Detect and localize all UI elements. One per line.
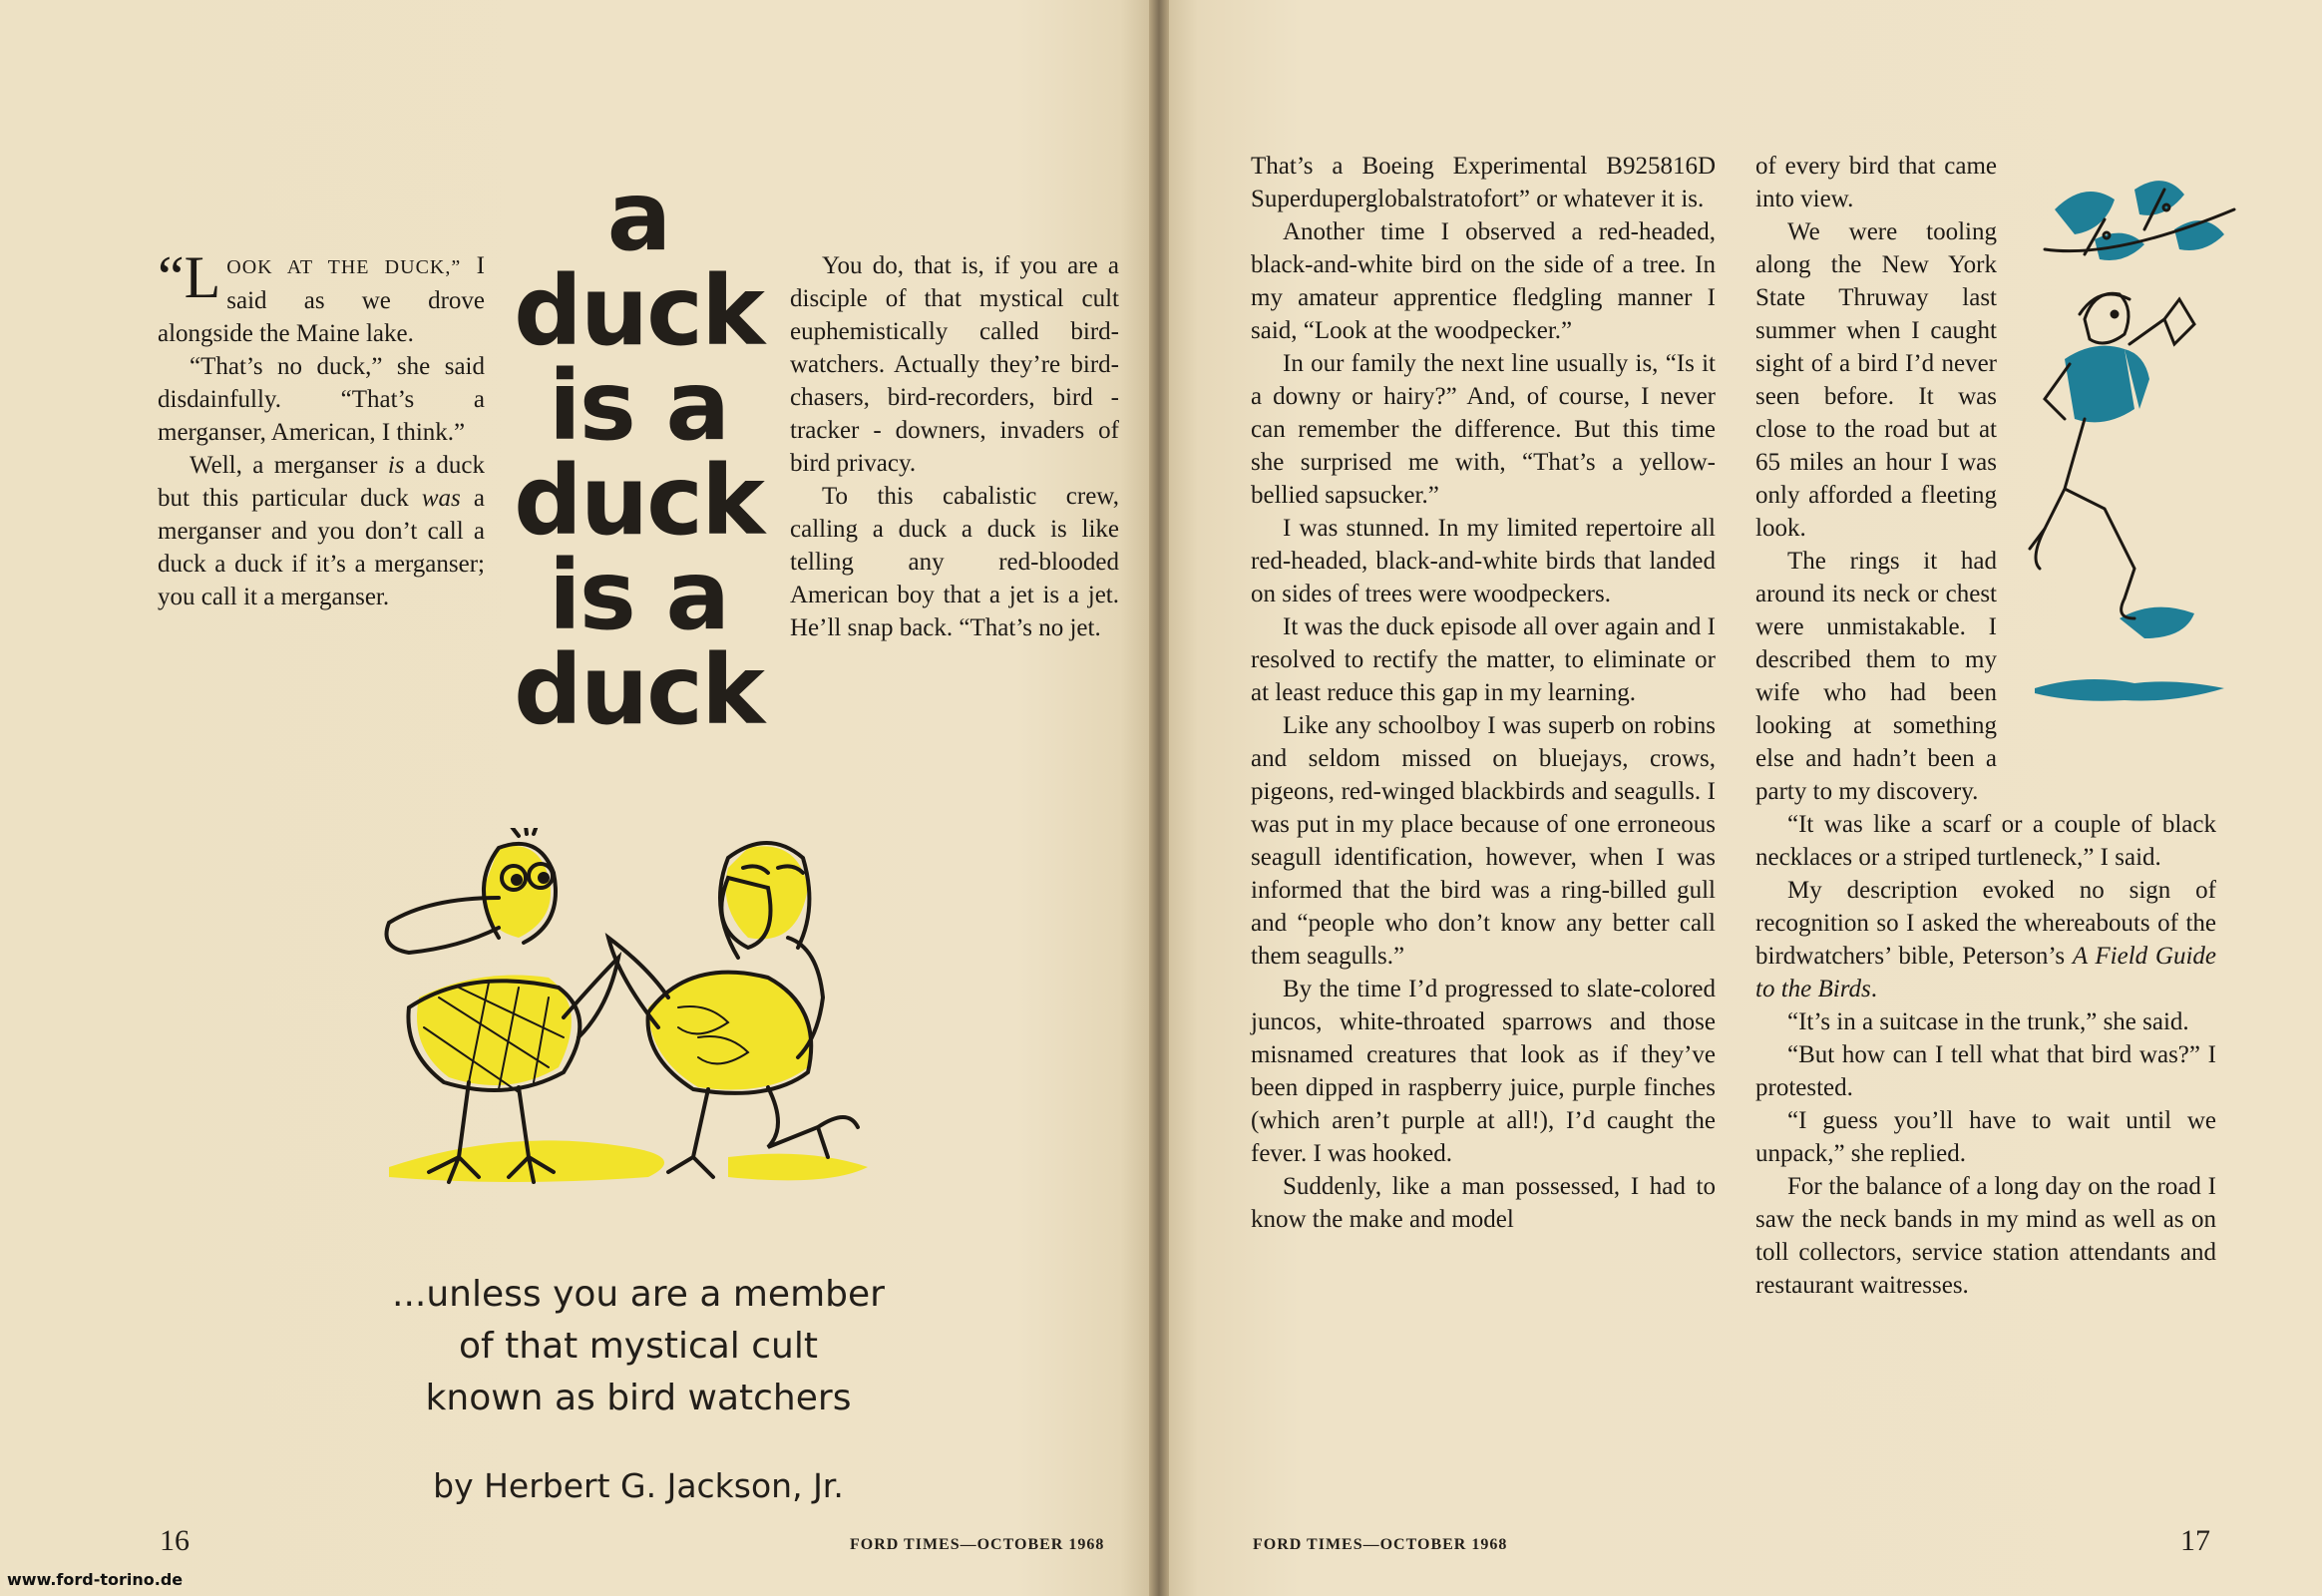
paragraph: Like any schoolboy I was superb on robins and seldom missed on bluejays, crows, pigeons, red-winged blackbirds and seagulls. I was put in my place because of one erroneous seagull identification, however, when I was informed that the bird was a ring-billed gull and “people who don’t know any better call them seagulls.” [1251,712,1716,970]
left-column-2 [790,249,1119,644]
paragraph: You do, that is, if you are a disciple of that mystical cult euphemistically called bird-watchers. Actually they’re bird-chasers, bird-recorders, bird - tracker - downers, invaders of bird privacy. [790,252,1119,477]
paragraph: Another time I observed a red-headed, black-and-white bird on the side of a tree. In my amateur apprentice fledgling manner I said, “Look at the woodpecker.” [1251,218,1716,344]
book-gutter [1149,0,1169,1596]
paragraph: “But how can I tell what that bird was?” I protested. [1755,1041,2216,1101]
paragraph: To this cabalistic crew, calling a duck a duck is like telling any red-blooded American boy that a jet is a jet. He’ll snap back. “That’s no jet. [790,483,1119,641]
page-number-right: 17 [2180,1524,2210,1557]
left-column-1 [158,244,486,613]
paragraph: Well, a merganser is a duck but this particular duck was a merganser and you don’t call a duck a duck if it’s a merganser; you call it a merganser. [158,452,485,610]
right-column-1 [1251,150,1716,1236]
paragraph: I was stunned. In my limited repertoire all red-headed, black-and-white birds that landed on sides of trees were woodpeckers. [1251,515,1716,607]
footer-left: FORD TIMES—OCTOBER 1968 [850,1536,1105,1553]
watermark: www.ford-torino.de [4,1570,186,1589]
drop-cap: “L [158,244,221,310]
page-number-left: 16 [160,1524,190,1557]
paragraph: “It’s in a suitcase in the trunk,” she said. [1787,1008,2189,1035]
paragraph: “I guess you’ll have to wait until we unpack,” she replied. [1755,1107,2216,1167]
opening-paragraph: “LOOK AT THE DUCK,” I said as we drove alongside the Maine lake. [158,244,486,347]
paragraph: “It was like a scarf or a couple of black necklaces or a striped turtleneck,” I said. [1755,811,2216,871]
paragraph: of every bird that came into view. [1755,153,1997,212]
footer-right: FORD TIMES—OCTOBER 1968 [1253,1536,1508,1553]
paragraph: “That’s no duck,” she said disdainfully. “That’s a merganser, American, I think.” [158,353,485,446]
birdwatcher-illustration [2025,150,2244,748]
paragraph: Suddenly, like a man possessed, I had to know the make and model [1251,1173,1716,1233]
paragraph: By the time I’d progressed to slate-colored juncos, white-throated sparrows and those misnamed creatures that look as if they’ve been dipped in raspberry juice, purple finches (which aren’t purple at all!), I’d caught the fever. I was hooked. [1251,976,1716,1167]
author-byline: by Herbert G. Jackson, Jr. [433,1466,844,1505]
paragraph: In our family the next line usually is, “Is it a downy or hairy?” And, of course, I never can remember the difference. But this time she surprised me with, “That’s a yellow-bellied sapsucker.” [1251,350,1716,509]
paragraph: We were tooling along the New York State Thruway last summer when I caught sight of a bird I’d never seen before. It was close to the road but at 65 miles an hour I was only afforded a fleeting look. [1755,218,1997,542]
article-subtitle: ...unless you are a member of that mystical cult known as bird watchers [392,1274,885,1418]
paragraph: It was the duck episode all over again and I resolved to rectify the matter, to eliminate or at least reduce this gap in my learning. [1251,613,1716,706]
article-title: a duck is a duck is a duck [514,161,763,746]
paragraph: For the balance of a long day on the road I saw the neck bands in my mind as well as on toll collectors, service station attendants and restaurant waitresses. [1755,1173,2216,1299]
paragraph: The rings it had around its neck or chest were unmistakable. I described them to my wife who had been looking at something else and hadn’t been a party to my discovery. [1755,548,1997,805]
paragraph: That’s a Boeing Experimental B925816D Superduperglobalstratofort” or whatever it is. [1251,153,1716,212]
ducks-illustration [349,828,948,1207]
paragraph: My description evoked no sign of recognition so I asked the whereabouts of the birdwatchers’ bible, Peterson’s A Field Guide to the Birds. [1755,877,2216,1002]
